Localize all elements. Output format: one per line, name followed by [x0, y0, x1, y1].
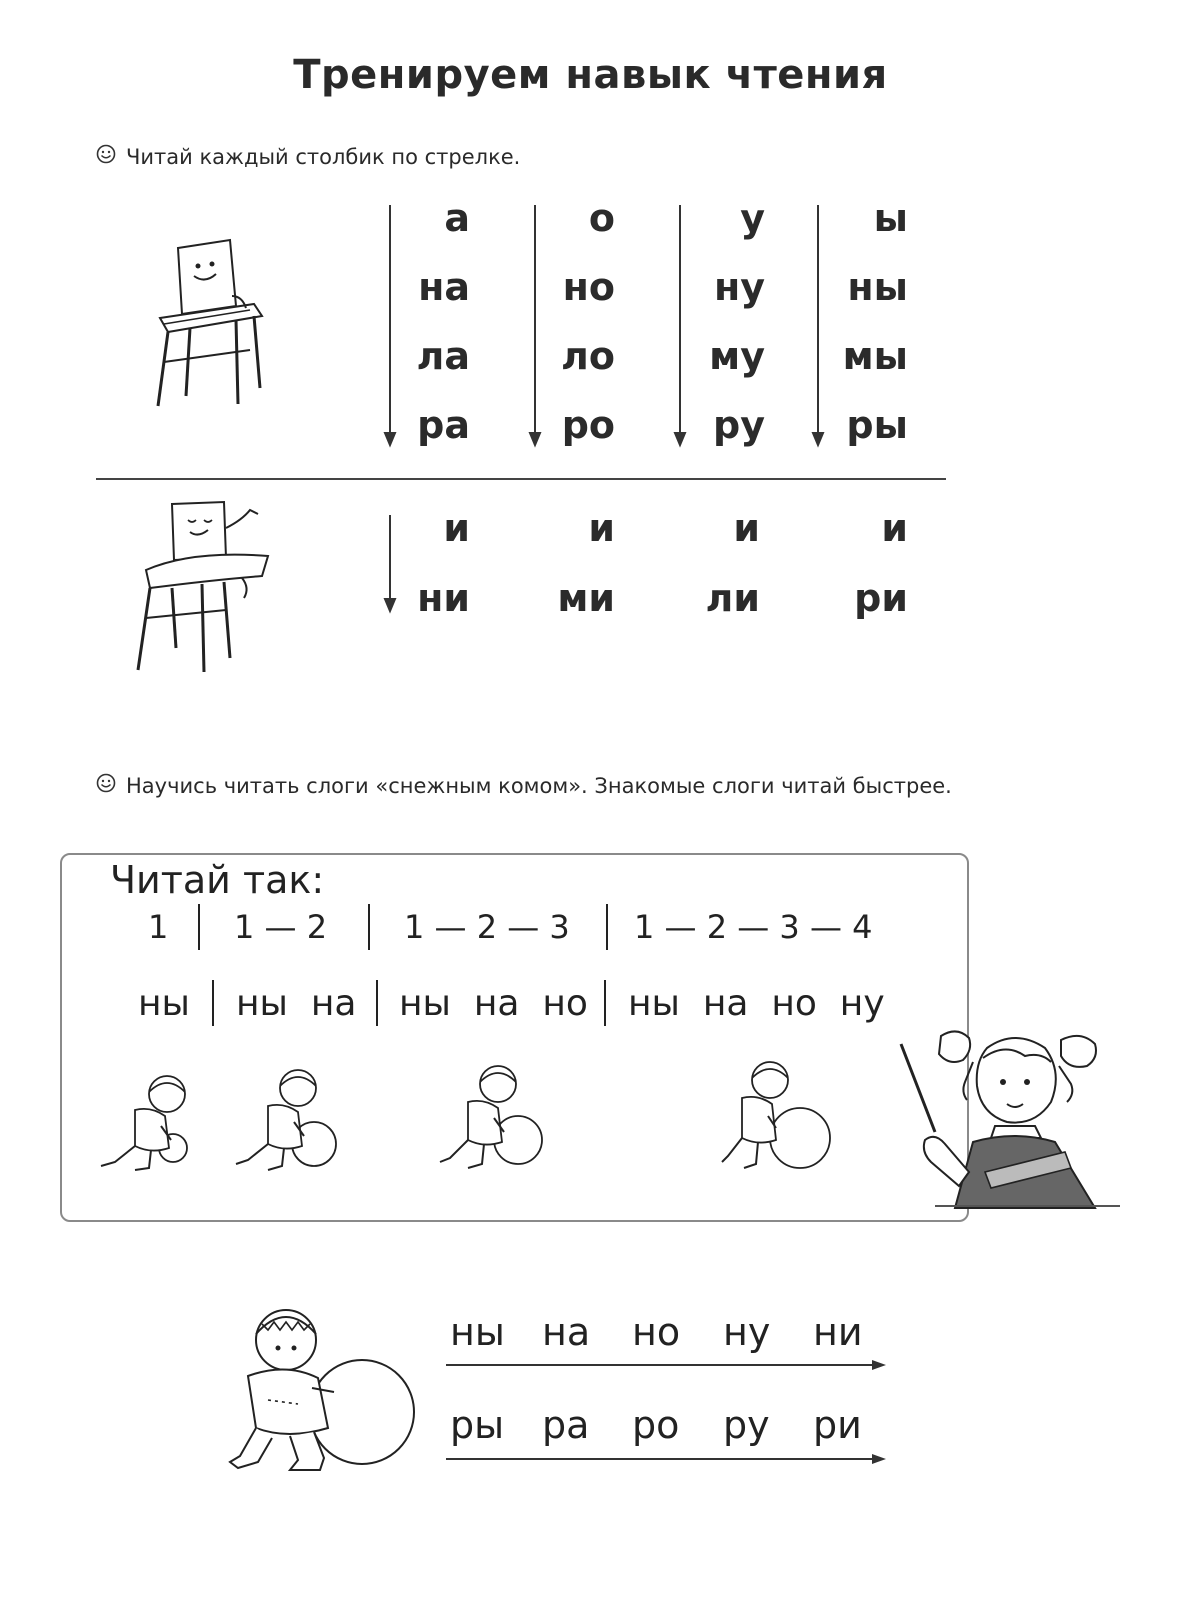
syllable: ру	[723, 1403, 770, 1447]
box-label: Читай так:	[110, 858, 325, 902]
child-with-snowball-large-illustration	[228, 1300, 418, 1480]
snowball-step: ны	[138, 983, 190, 1024]
syllable: ри	[813, 1403, 862, 1447]
syllable: ны	[847, 265, 908, 309]
syllable: ло	[561, 334, 615, 378]
instruction-1	[96, 144, 520, 169]
syllable: ми	[557, 576, 615, 620]
syllable: ну	[723, 1310, 771, 1354]
page-title: Тренируем навык чтения	[293, 52, 888, 98]
syllable: и	[443, 506, 470, 550]
separator	[606, 904, 608, 950]
divider	[96, 478, 946, 480]
smiley-icon	[96, 144, 116, 169]
syllable: мы	[842, 334, 908, 378]
step-number: 1	[148, 908, 169, 946]
syllable: ру	[713, 403, 765, 447]
separator	[376, 980, 378, 1026]
syllable: а	[444, 196, 470, 240]
step-number: 1 — 2 — 3	[404, 908, 570, 946]
right-arrow-icon	[446, 1452, 888, 1466]
syllable: ни	[813, 1310, 863, 1354]
syllable: но	[562, 265, 615, 309]
instruction-2	[96, 773, 952, 798]
syllable: ну	[713, 265, 765, 309]
syllable: ни	[417, 576, 470, 620]
girl-with-pointer-illustration	[895, 1022, 1120, 1212]
syllable: ры	[846, 403, 908, 447]
syllable: ро	[561, 403, 615, 447]
syllable: му	[709, 334, 765, 378]
syllable: ро	[632, 1403, 680, 1447]
step-number: 1 — 2	[234, 908, 328, 946]
syllable: ла	[416, 334, 470, 378]
syllable: и	[881, 506, 908, 550]
instruction-1-text: Читай каждый столбик по стрелке.	[126, 145, 521, 169]
separator	[604, 980, 606, 1026]
separator	[198, 904, 200, 950]
child-with-snowball-small-illustration	[95, 1070, 205, 1175]
syllable: ли	[705, 576, 760, 620]
syllable: и	[733, 506, 760, 550]
syllable: на	[542, 1310, 591, 1354]
separator	[212, 980, 214, 1026]
syllable: ра	[542, 1403, 590, 1447]
syllable: на	[418, 265, 470, 309]
child-with-snowball-illustration	[438, 1062, 548, 1174]
chair-character-illustration	[150, 236, 270, 420]
syllable: ра	[417, 403, 470, 447]
syllable: ны	[450, 1310, 505, 1354]
instruction-2-text: Научись читать слоги «снежным комом». Знакомые слоги читай быстрее.	[126, 774, 952, 798]
step-number: 1 — 2 — 3 — 4	[634, 908, 873, 946]
syllable: ы	[873, 196, 908, 240]
syllable: но	[632, 1310, 681, 1354]
syllable: ри	[854, 576, 908, 620]
separator	[368, 904, 370, 950]
chair-character-waving-illustration	[132, 498, 282, 682]
child-with-big-snowball-illustration	[720, 1058, 840, 1176]
snowball-step: ны на но	[399, 983, 588, 1024]
syllable: ры	[450, 1403, 505, 1447]
syllable: у	[740, 196, 765, 240]
syllable: и	[588, 506, 615, 550]
smiley-icon	[96, 773, 116, 798]
right-arrow-icon	[446, 1358, 888, 1372]
snowball-step: ны на но ну	[628, 983, 885, 1024]
syllable: о	[588, 196, 615, 240]
child-with-snowball-illustration	[232, 1066, 352, 1176]
snowball-step: ны на	[236, 983, 357, 1024]
